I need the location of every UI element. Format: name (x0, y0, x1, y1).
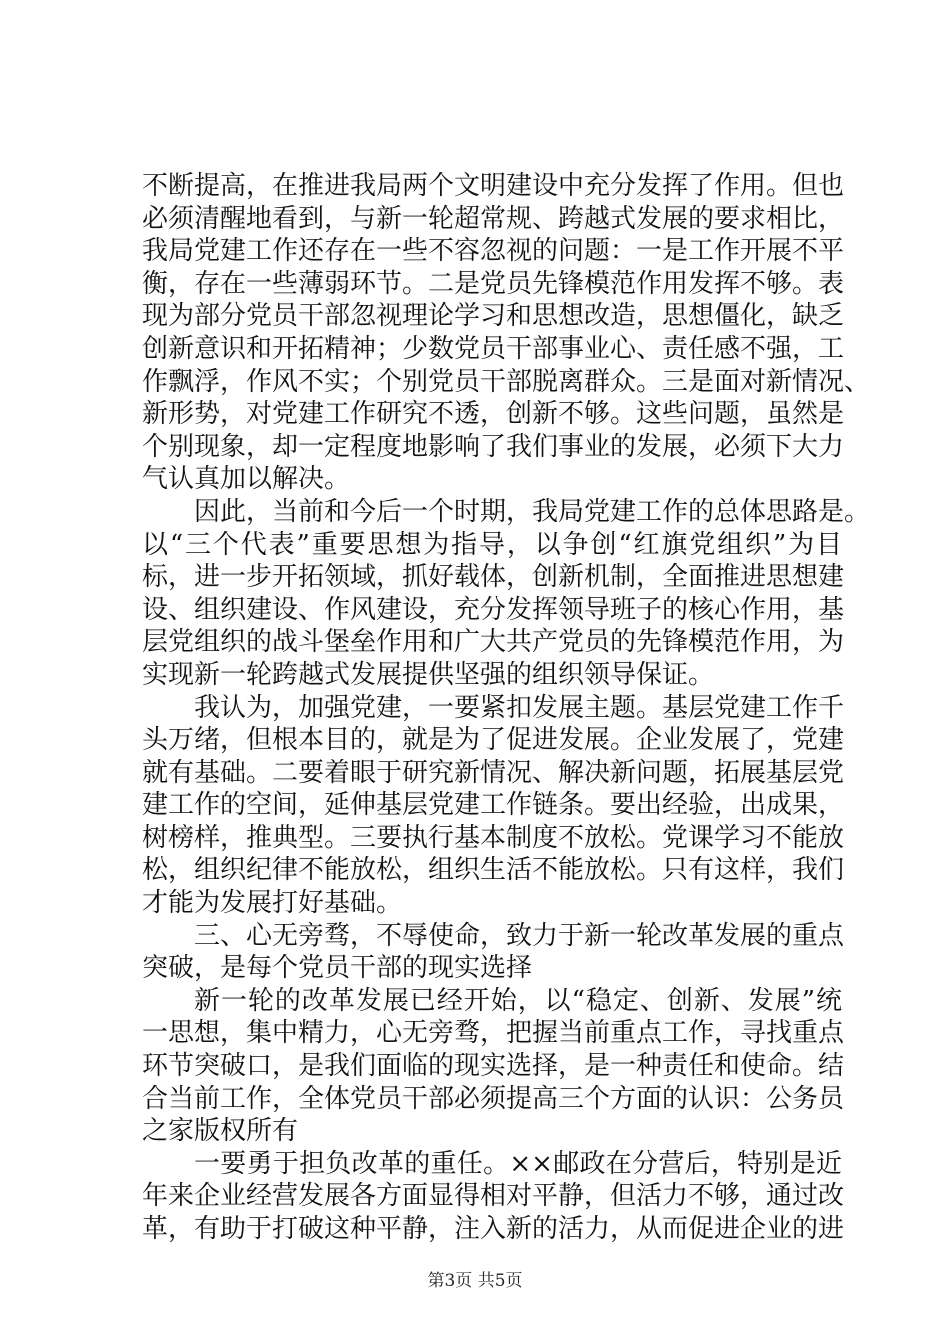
text-line: 一要勇于担负改革的重任。××邮政在分营后，特别是近 (194, 1148, 842, 1179)
text-line: 年来企业经营发展各方面显得相对平静，但活力不够，通过改 (142, 1181, 845, 1212)
text-line: 层党组织的战斗堡垒作用和广大共产党员的先锋模范作用，为 (142, 627, 845, 658)
text-line: 三、心无旁骛，不辱使命，致力于新一轮改革发展的重点 (194, 920, 845, 951)
text-line: 合当前工作，全体党员干部必须提高三个方面的认识：公务员 (142, 1083, 845, 1114)
text-line: 作飘浮，作风不实；个别党员干部脱离群众。三是面对新情况、 (142, 366, 871, 397)
text-line: 才能为发展打好基础。 (142, 888, 403, 919)
text-line: 我局党建工作还存在一些不容忽视的问题：一是工作开展不平 (142, 236, 845, 267)
page-footer (0, 1270, 950, 1292)
text-line: 实现新一轮跨越式发展提供坚强的组织领导保证。 (142, 659, 715, 690)
text-line: 一思想，集中精力，心无旁骛，把握当前重点工作，寻找重点 (142, 1018, 845, 1049)
text-line: 建工作的空间，延伸基层党建工作链条。要出经验，出成果， (142, 790, 845, 821)
text-line: 个别现象，却一定程度地影响了我们事业的发展，必须下大力 (142, 431, 845, 462)
text-line: 就有基础。二要着眼于研究新情况、解决新问题，拓展基层党 (142, 757, 845, 788)
text-line: 之家版权所有 (142, 1116, 299, 1147)
text-line: 树榜样，推典型。三要执行基本制度不放松。党课学习不能放 (142, 822, 845, 853)
text-line: 现为部分党员干部忽视理论学习和思想改造，思想僵化，缺乏 (142, 301, 845, 332)
text-line: 我认为，加强党建，一要紧扣发展主题。基层党建工作千 (194, 692, 845, 723)
text-line: 新一轮的改革发展已经开始，以“稳定、创新、发展”统 (194, 985, 842, 1016)
text-line: 气认真加以解决。 (142, 464, 351, 495)
text-line: 标，进一步开拓领域，抓好载体，创新机制，全面推进思想建 (142, 562, 845, 593)
page-number: 第3页 (427, 1271, 473, 1291)
document-body (142, 170, 871, 1246)
text-line: 创新意识和开拓精神；少数党员干部事业心、责任感不强，工 (142, 333, 845, 364)
text-line: 头万绪，但根本目的，就是为了促进发展。企业发展了，党建 (142, 725, 845, 756)
text-line: 因此，当前和今后一个时期，我局党建工作的总体思路是。 (194, 496, 871, 527)
text-line: 衡，存在一些薄弱环节。二是党员先锋模范作用发挥不够。表 (142, 268, 845, 299)
text-line: 环节突破口，是我们面临的现实选择，是一种责任和使命。结 (142, 1051, 845, 1082)
text-line: 突破，是每个党员干部的现实选择 (142, 953, 533, 984)
text-line: 革，有助于打破这种平静，注入新的活力，从而促进企业的进 (142, 1214, 845, 1244)
text-line: 不断提高，在推进我局两个文明建设中充分发挥了作用。但也 (142, 171, 845, 201)
text-line: 必须清醒地看到，与新一轮超常规、跨越式发展的要求相比， (142, 203, 845, 234)
text-line: 设、组织建设、作风建设，充分发挥领导班子的核心作用，基 (142, 594, 845, 625)
text-line: 以“三个代表”重要思想为指导，以争创“红旗党组织”为目 (142, 529, 842, 560)
text-line: 松，组织纪律不能放松，组织生活不能放松。只有这样，我们 (142, 855, 845, 886)
page-total: 共5页 (477, 1271, 523, 1291)
text-line: 新形势，对党建工作研究不透，创新不够。这些问题，虽然是 (142, 399, 845, 430)
